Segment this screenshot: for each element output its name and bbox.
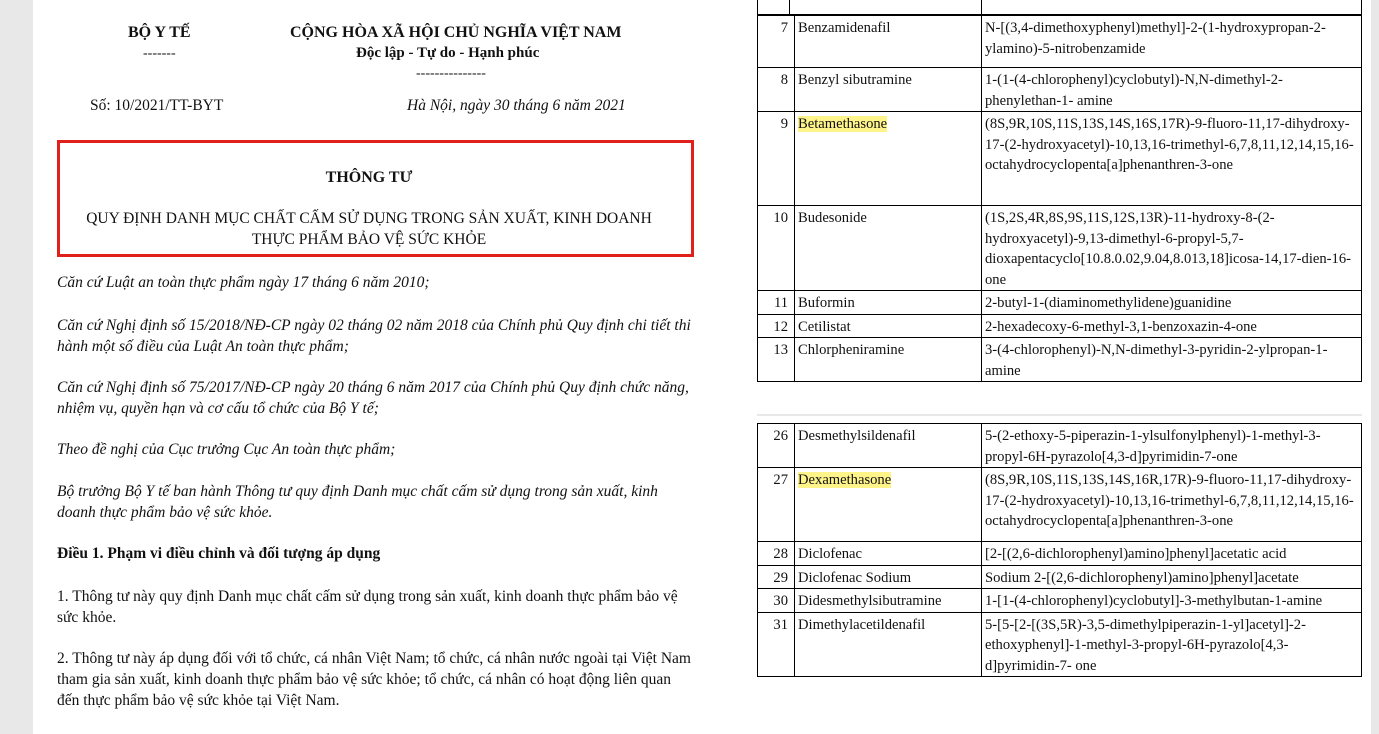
row-number: 28 [758,542,795,566]
table-row [758,338,1362,382]
substance-name-cell [795,206,982,291]
banned-substances-table-top [757,15,1362,382]
table-row [758,206,1362,291]
table-row [758,112,1362,206]
chemical-formula: Sodium 2-[(2,6-dichlorophenyl)amino]phenyl]acetate [982,565,1362,589]
document-number: Số: 10/2021/TT-BYT [90,97,224,114]
row-number: 26 [758,424,795,468]
table-row [758,468,1362,542]
substance-name-cell [795,68,982,112]
national-motto: Độc lập - Tự do - Hạnh phúc [356,45,540,61]
row-number: 11 [758,291,795,315]
preamble-paragraph: Theo đề nghị của Cục trưởng Cục An toàn thực phẩm; [57,441,396,458]
chemical-formula: (8S,9R,10S,11S,13S,14S,16R,17R)-9-fluoro-11,17-dihydroxy-17-(2-hydroxyacetyl)-10,13,16-trimethyl-6,7,8,11,12,14,15,16-octahydrocyclopenta[a]phenanthren-3-one [982,468,1362,542]
substance-name: Betamethasone [798,116,888,132]
chemical-formula: N-[(3,4-dimethoxyphenyl)methyl]-2-(1-hydroxypropan-2-ylamino)-5-nitrobenzamide [982,16,1362,68]
article-1-heading: Điều 1. Phạm vi điều chỉnh và đối tượng áp dụng [57,545,381,562]
substance-name: Dexamethasone [798,472,892,488]
substance-name: Diclofenac [798,546,863,562]
substance-name: Desmethylsildenafil [798,428,916,444]
row-number: 29 [758,565,795,589]
table-row [758,424,1362,468]
chemical-formula: 1-(1-(4-chlorophenyl)cyclobutyl)-N,N-dimethyl-2-phenylethan-1- amine [982,68,1362,112]
row-number: 9 [758,112,795,206]
substance-name: Benzamidenafil [798,20,891,36]
substance-name: Buformin [798,295,855,311]
substance-name-cell [795,468,982,542]
row-number: 8 [758,68,795,112]
place-and-date: Hà Nội, ngày 30 tháng 6 năm 2021 [407,97,626,114]
substance-name-cell [795,424,982,468]
ministry-rule: ------- [143,46,176,61]
chemical-formula: 5-(2-ethoxy-5-piperazin-1-ylsulfonylphenyl)-1-methyl-3-propyl-6H-pyrazolo[4,3-d]pyrimidin-7-one [982,424,1362,468]
chemical-formula: 1-[1-(4-chlorophenyl)cyclobutyl]-3-methylbutan-1-amine [982,589,1362,613]
row-number: 7 [758,16,795,68]
row-number: 13 [758,338,795,382]
preamble-paragraph: Căn cứ Luật an toàn thực phẩm ngày 17 tháng 6 năm 2010; [57,274,430,291]
row-number: 12 [758,314,795,338]
substance-name-cell [795,612,982,677]
substance-name-cell [795,542,982,566]
document-title-line-1: QUY ĐỊNH DANH MỤC CHẤT CẤM SỬ DỤNG TRONG SẢN XUẤT, KINH DOANH [86,210,652,227]
substance-name-cell [795,338,982,382]
chemical-formula: 2-butyl-1-(diaminomethylidene)guanidine [982,291,1362,315]
row-number: 31 [758,612,795,677]
ministry-name: BỘ Y TẾ [128,24,191,41]
left-document-page [33,0,755,734]
table-break [757,414,1362,416]
chemical-formula: [2-[(2,6-dichlorophenyl)amino]phenyl]acetatic acid [982,542,1362,566]
document-title-line-2: THỰC PHẨM BẢO VỆ SỨC KHỎE [251,231,487,248]
table-row [758,68,1362,112]
right-table-page [745,0,1371,734]
table-row [758,612,1362,677]
banned-substances-table-bottom [757,423,1362,677]
motto-rule: --------------- [416,66,486,81]
substance-name: Dimethylacetildenafil [798,616,926,633]
chemical-formula: 2-hexadecoxy-6-methyl-3,1-benzoxazin-4-one [982,314,1362,338]
substance-name: Chlorpheniramine [798,342,905,358]
republic-name: CỘNG HÒA XÃ HỘI CHỦ NGHĨA VIỆT NAM [290,24,622,41]
article-1-clause-2: 2. Thông tư này áp dụng đối với tổ chức, cá nhân Việt Nam; tổ chức, cá nhân nước ngoài tại Việt Nam tham gia sản xuất, kinh doanh thực phẩm bảo vệ sức khỏe; tổ chức, cá nhân có hoạt động liên quan đến thực phẩm bảo vệ sức khỏe tại Việt Nam. [57,650,691,709]
preamble-paragraph: Bộ trưởng Bộ Y tế ban hành Thông tư quy định Danh mục chất cấm sử dụng trong sản xuất, kinh doanh thực phẩm bảo vệ sức khỏe. [57,483,658,521]
table-row [758,565,1362,589]
substance-name-cell [795,16,982,68]
table-row [758,589,1362,613]
preamble-paragraph: Căn cứ Nghị định số 15/2018/NĐ-CP ngày 02 tháng 02 năm 2018 của Chính phủ Quy định chi tiết thi hành một số điều của Luật An toàn thực phẩm; [57,317,691,355]
article-1-clause-1: 1. Thông tư này quy định Danh mục chất cấm sử dụng trong sản xuất, kinh doanh thực phẩm bảo vệ sức khỏe. [57,588,678,626]
substance-name: Cetilistat [798,318,851,335]
row-number: 30 [758,589,795,613]
clipped-previous-row [757,0,1362,15]
substance-name: Budesonide [798,210,867,226]
table-row [758,16,1362,68]
preamble-paragraph: Căn cứ Nghị định số 75/2017/NĐ-CP ngày 20 tháng 6 năm 2017 của Chính phủ Quy định chức năng, nhiệm vụ, quyền hạn và cơ cấu tổ chức của Bộ Y tế; [57,379,689,417]
table-row [758,291,1362,315]
substance-name-cell [795,112,982,206]
substance-name-cell [795,589,982,613]
row-number: 10 [758,206,795,291]
row-number: 27 [758,468,795,542]
substance-name: Benzyl sibutramine [798,72,912,88]
substance-name-cell [795,314,982,338]
substance-name: Diclofenac Sodium [798,569,912,586]
table-row [758,314,1362,338]
table-row [758,542,1362,566]
chemical-formula: (1S,2S,4R,8S,9S,11S,12S,13R)-11-hydroxy-8-(2-hydroxyacetyl)-9,13-dimethyl-6-propyl-5,7-dioxapentacyclo[10.8.0.02,9.04,8.013,18]icosa-14,17-dien-16-one [982,206,1362,291]
substance-name: Didesmethylsibutramine [798,593,942,609]
chemical-formula: 3-(4-chlorophenyl)-N,N-dimethyl-3-pyridin-2-ylpropan-1-amine [982,338,1362,382]
substance-name-cell [795,565,982,589]
substance-name-cell [795,291,982,315]
chemical-formula: (8S,9R,10S,11S,13S,14S,16S,17R)-9-fluoro-11,17-dihydroxy-17-(2-hydroxyacetyl)-10,13,16-trimethyl-6,7,8,11,12,14,15,16-octahydrocyclopenta[a]phenanthren-3-one [982,112,1362,206]
document-type: THÔNG TƯ [325,169,413,186]
chemical-formula: 5-[5-[2-[(3S,5R)-3,5-dimethylpiperazin-1-yl]acetyl]-2-ethoxyphenyl]-1-methyl-3-propyl-6H-pyrazolo[4,3-d]pyrimidin-7- one [982,612,1362,677]
